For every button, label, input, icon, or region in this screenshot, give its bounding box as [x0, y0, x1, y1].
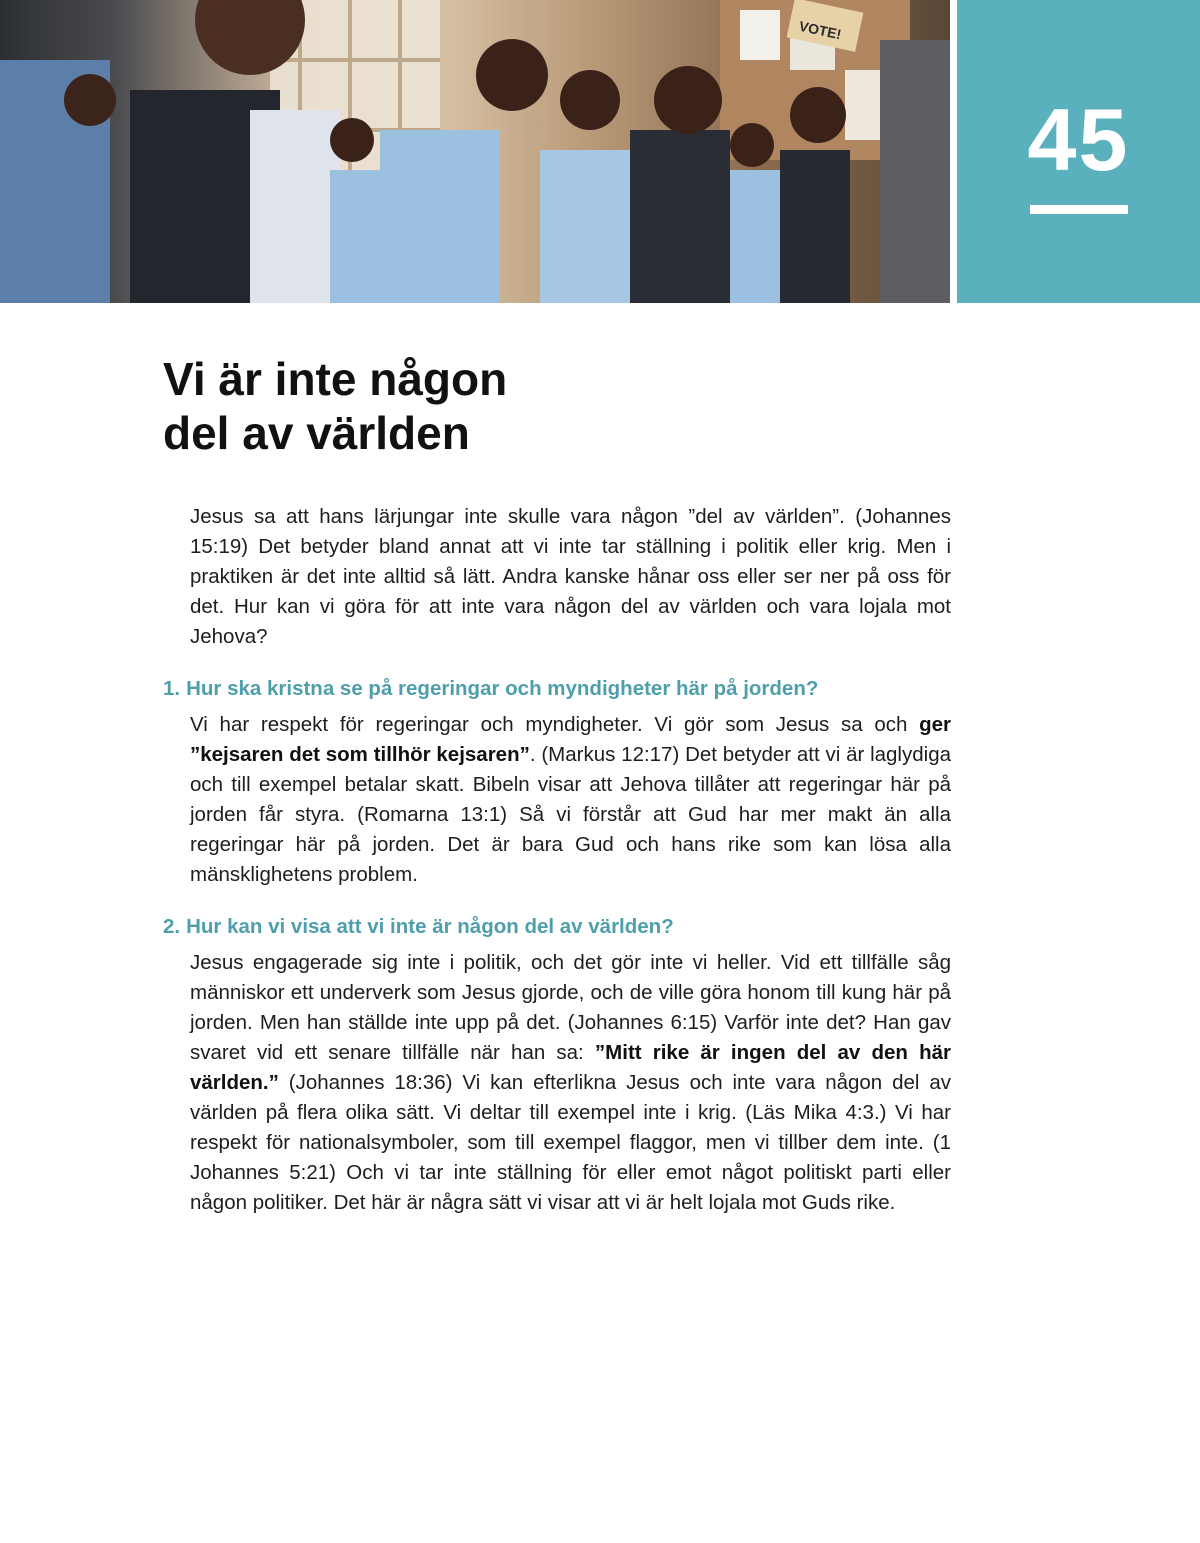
- answer-2-bold: ”Mitt rike är ingen del av den här världen.”: [190, 1041, 951, 1094]
- answer-2-paragraph: [190, 948, 951, 1218]
- question-2: [163, 912, 951, 942]
- chapter-underline: [1030, 205, 1128, 214]
- chapter-number-panel: [957, 0, 1200, 303]
- title-line-1: Vi är inte någon: [163, 353, 508, 405]
- title-line-2: del av världen: [163, 407, 470, 459]
- question-1: [163, 674, 951, 704]
- question-1-text: Hur ska kristna se på regeringar och myndigheter här på jorden?: [186, 677, 819, 700]
- question-2-number: 2.: [163, 915, 181, 938]
- question-1-number: 1.: [163, 677, 181, 700]
- question-2-text: Hur kan vi visa att vi inte är någon del av världen?: [186, 915, 674, 938]
- students-illustration: [0, 0, 950, 303]
- svg-text:VOTE!: VOTE!: [797, 17, 843, 43]
- answer-1-text-b: . (Markus 12:17) Det betyder att vi är laglydiga och till exempel betalar skatt. Bibeln visar att Jehova tillåter att regeringar här på jorden får styra. (Romarna 13:1) Så vi förstår att Gud har mer makt än alla regeringar här på jorden. Det är bara Gud och hans rike som kan lösa alla mänsklighetens problem.: [190, 743, 951, 886]
- intro-paragraph: Jesus sa att hans lärjungar inte skulle vara någon ”del av världen”. (Johannes 15:19) Det betyder bland annat att vi inte tar ställning i politik eller krig. Men i praktiken är det inte alltid så lätt. Andra kanske hånar oss eller ser ner på oss för det. Hur kan vi göra för att inte vara någon del av världen och vara lojala mot Jehova?: [190, 505, 951, 648]
- answer-1-text-a: Vi har respekt för regeringar och myndigheter. Vi gör som Jesus sa och: [190, 713, 920, 736]
- chapter-number: 45: [1027, 90, 1130, 189]
- article-body: [163, 502, 951, 1218]
- answer-2-text-b: (Johannes 18:36) Vi kan efterlikna Jesus och inte vara någon del av världen på flera olika sätt. Vi deltar till exempel inte i krig. (Läs Mika 4:3.) Vi har respekt för nationalsymboler, som till exempel flaggor, men vi tillber dem inte. (1 Johannes 5:21) Och vi tar inte ställning för eller emot något politiskt parti eller någon politiker. Det här är några sätt vi visar att vi är helt lojala mot Guds rike.: [190, 1071, 951, 1214]
- page-title: [163, 352, 863, 460]
- answer-1-paragraph: [190, 710, 951, 890]
- answer-1-bold: ger ”kejsaren det som tillhör kejsaren”: [190, 713, 951, 766]
- hero-photo: [0, 0, 950, 303]
- answer-2-text-a: Jesus engagerade sig inte i politik, och det gör inte vi heller. Vid ett tillfälle såg människor ett underverk som Jesus gjorde, och de ville göra honom till kung här på jorden. Men han ställde inte upp på det. (Johannes 6:15) Varför inte det? Han gav svaret vid ett senare tillfälle när han sa:: [190, 951, 951, 1064]
